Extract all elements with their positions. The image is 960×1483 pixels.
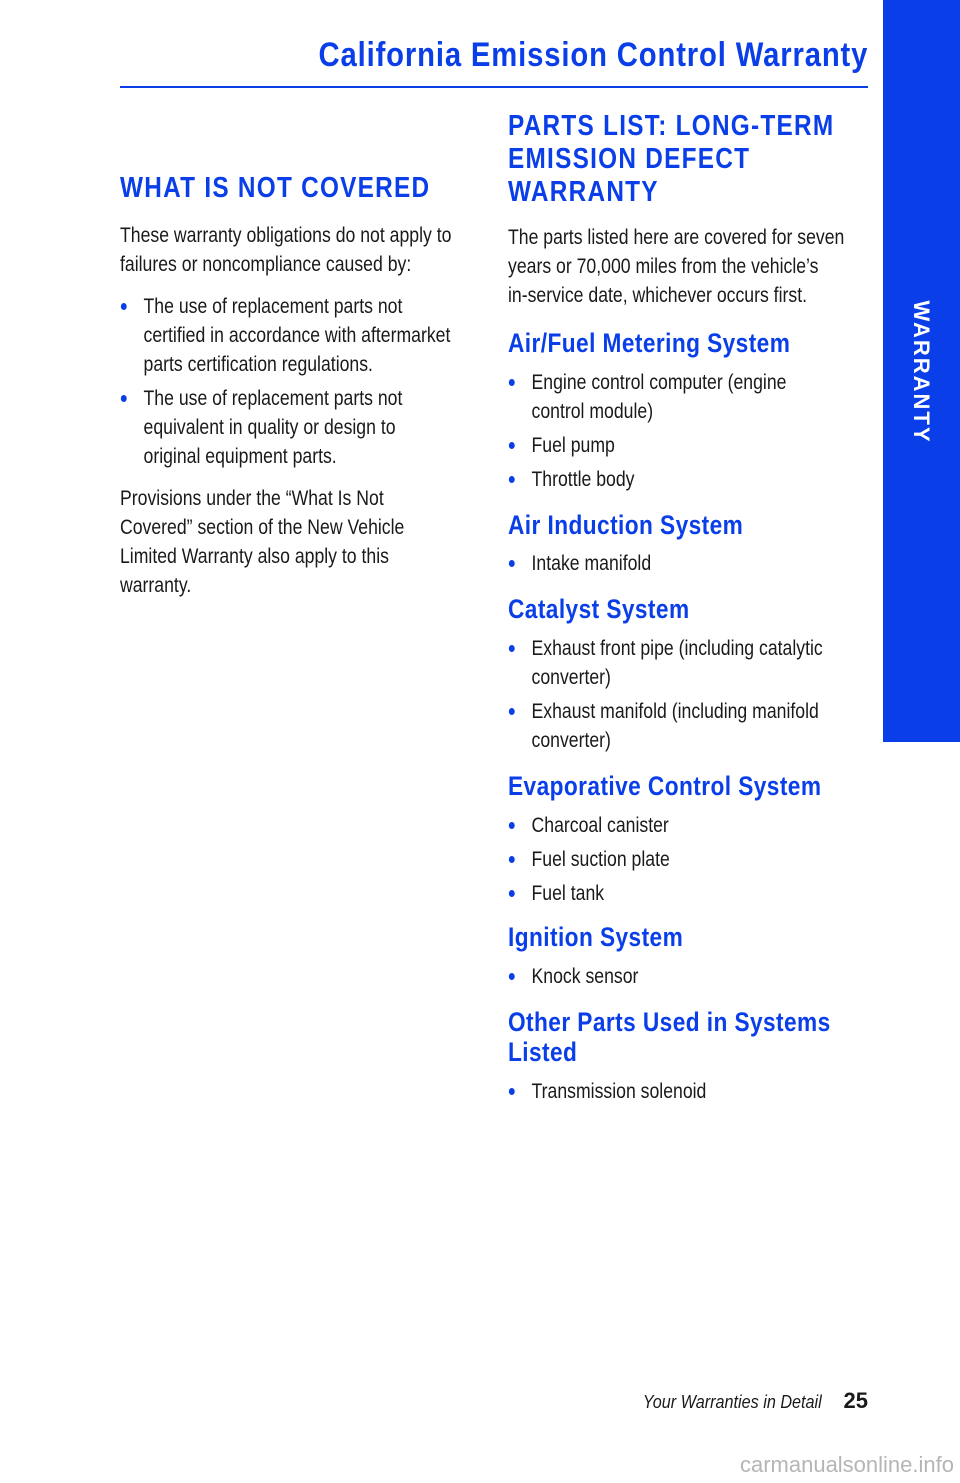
list-item: Knock sensor	[508, 962, 870, 991]
section-title-air-induction: Air Induction System	[508, 510, 744, 540]
bullet-icon	[509, 890, 515, 897]
bullet-icon	[509, 645, 515, 652]
bullet-icon	[509, 1088, 515, 1095]
section-title-air-fuel: Air/Fuel Metering System	[508, 328, 791, 358]
bullet-icon	[509, 973, 515, 980]
bullet-icon	[509, 379, 515, 386]
parts-list-intro: The parts listed here are covered for seven years or 70,000 miles from the vehicle’s in-service date, whichever occurs first.	[508, 226, 845, 307]
not-covered-list	[120, 292, 482, 471]
list-item: Charcoal canister	[508, 811, 870, 840]
catalyst-list	[508, 634, 870, 755]
left-column	[120, 172, 482, 600]
air-induction-list	[508, 549, 870, 578]
page-number: 25	[843, 1388, 868, 1413]
list-item: Exhaust front pipe (including catalytic converter)	[508, 634, 870, 692]
bullet-icon	[509, 442, 515, 449]
list-item: Fuel suction plate	[508, 845, 870, 874]
bullet-icon	[509, 822, 515, 829]
list-item: Throttle body	[508, 465, 870, 494]
list-item: Fuel tank	[508, 879, 870, 908]
section-title-catalyst: Catalyst System	[508, 594, 690, 624]
air-fuel-list	[508, 368, 870, 494]
list-item: The use of replacement parts not equivalent in quality or design to original equipment parts.	[120, 384, 482, 471]
evaporative-list	[508, 811, 870, 908]
bullet-icon	[509, 708, 515, 715]
list-item: Fuel pump	[508, 431, 870, 460]
side-tab-label: WARRANTY	[909, 300, 934, 444]
list-item: Exhaust manifold (including manifold converter)	[508, 697, 870, 755]
bullet-icon	[121, 395, 127, 402]
bullet-icon	[121, 303, 127, 310]
list-item: Intake manifold	[508, 549, 870, 578]
watermark: carmanualsonline.info	[739, 1452, 954, 1477]
page-header-title: California Emission Control Warranty	[318, 36, 868, 74]
other-parts-list	[508, 1077, 870, 1106]
section-title-ignition: Ignition System	[508, 922, 684, 952]
list-item: Transmission solenoid	[508, 1077, 870, 1106]
footer-section-name: Your Warranties in Detail	[643, 1392, 822, 1412]
bullet-icon	[509, 476, 515, 483]
not-covered-heading: WHAT IS NOT COVERED	[120, 172, 431, 204]
bullet-icon	[509, 856, 515, 863]
header-divider	[120, 86, 868, 88]
not-covered-intro: These warranty obligations do not apply to failures or noncompliance caused by:	[120, 224, 452, 276]
list-item: Engine control computer (engine control module)	[508, 368, 870, 426]
list-item: The use of replacement parts not certified in accordance with aftermarket parts certification regulations.	[120, 292, 482, 379]
bullet-icon	[509, 560, 515, 567]
section-title-other-parts: Other Parts Used in Systems Listed	[508, 1007, 831, 1067]
section-title-evaporative: Evaporative Control System	[508, 771, 822, 801]
parts-list-heading: PARTS LIST: LONG-TERM EMISSION DEFECT WARRANTY	[508, 110, 835, 208]
ignition-list	[508, 962, 870, 991]
right-column	[508, 110, 870, 1106]
provisions-paragraph: Provisions under the “What Is Not Covered” section of the New Vehicle Limited Warranty also apply to this warranty.	[120, 487, 405, 597]
